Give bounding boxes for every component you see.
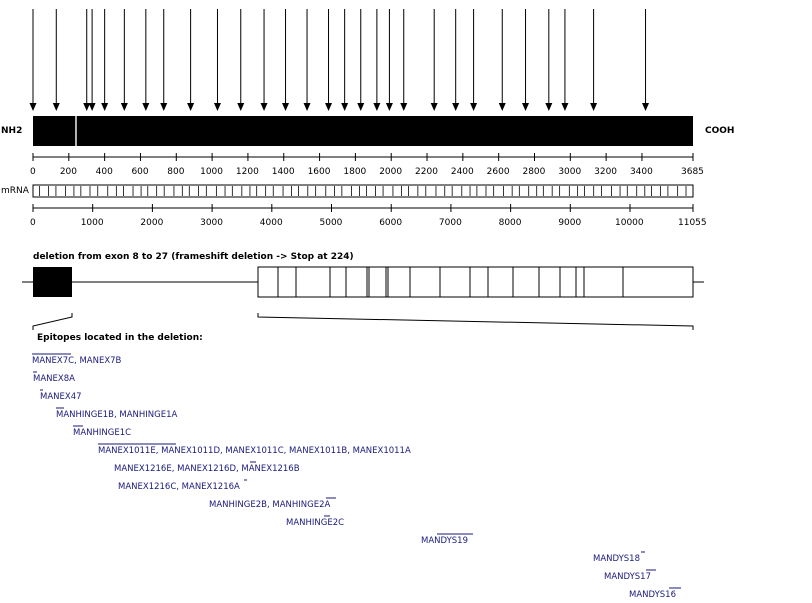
epitope-label: MANHINGE2B, MANHINGE2A (209, 500, 331, 510)
protein-tick-label: 2800 (522, 167, 546, 177)
arrow-head (53, 103, 60, 111)
mrna-tick-label: 5000 (319, 218, 343, 228)
protein-tick-label: 1400 (271, 167, 295, 177)
arrow-head (187, 103, 194, 111)
mrna-tick-label: 0 (30, 218, 36, 228)
protein-tick-label: 3685 (681, 167, 704, 177)
mrna-tick-label: 1000 (80, 218, 104, 228)
epitope-label: MANDYS17 (604, 572, 651, 582)
epitope-label: MANHINGE1B, MANHINGE1A (56, 410, 178, 420)
mrna-tick-label: 6000 (379, 218, 403, 228)
mrna-tick-label: 10000 (615, 218, 644, 228)
arrow-head (431, 103, 438, 111)
protein-tick-label: 1800 (343, 167, 367, 177)
epitope-label: MANEX47 (40, 392, 82, 402)
downstream-exons-box (258, 267, 693, 297)
arrow-head (452, 103, 459, 111)
protein-tick-label: 1600 (307, 167, 331, 177)
mrna-tick-label: 8000 (498, 218, 522, 228)
protein-tick-label: 600 (131, 167, 149, 177)
arrow-head (561, 103, 568, 111)
c-terminus-label: COOH (705, 126, 735, 136)
arrow-head (357, 103, 364, 111)
mrna-tick-label: 4000 (259, 218, 283, 228)
mrna-tick-label: 3000 (200, 218, 223, 228)
epitope-label: MANEX1011E, MANEX1011D, MANEX1011C, MANEX1011B, MANEX1011A (98, 446, 411, 456)
epitopes-heading: Epitopes located in the deletion: (37, 333, 203, 343)
arrow-head (400, 103, 407, 111)
protein-tick-label: 3200 (594, 167, 618, 177)
epitope-label: MANHINGE2C (286, 518, 345, 528)
arrow-head (261, 103, 268, 111)
zoom-guide-left (33, 313, 72, 330)
mrna-exon-bar (33, 185, 693, 197)
arrow-head (642, 103, 649, 111)
arrow-head (325, 103, 332, 111)
mrna-tick-label: 11055 (678, 218, 707, 228)
mrna-tick-label: 9000 (558, 218, 582, 228)
arrow-head (214, 103, 221, 111)
protein-tick-label: 1200 (235, 167, 259, 177)
epitope-label: MANDYS19 (421, 536, 468, 546)
protein-tick-label: 3400 (629, 167, 653, 177)
arrow-head (341, 103, 348, 111)
protein-tick-label: 2400 (450, 167, 474, 177)
epitope-label: MANDYS18 (593, 554, 640, 564)
arrow-head (522, 103, 529, 111)
arrow-head (373, 103, 380, 111)
zoom-guide-right (258, 313, 693, 330)
arrow-head (121, 103, 128, 111)
protein-tick-label: 2200 (415, 167, 438, 177)
arrow-head (386, 103, 393, 111)
epitope-label: MANEX8A (33, 374, 75, 384)
protein-tick-label: 200 (59, 167, 77, 177)
arrow-head (545, 103, 552, 111)
protein-tick-label: 2600 (486, 167, 510, 177)
epitope-label: MANEX1216E, MANEX1216D, MANEX1216B (114, 464, 300, 474)
arrow-head (101, 103, 108, 111)
epitope-label: MANEX7C, MANEX7B (32, 356, 122, 366)
n-terminus-label: NH2 (1, 126, 23, 136)
arrow-head (237, 103, 244, 111)
mrna-label: mRNA (1, 186, 29, 196)
arrow-head (89, 103, 96, 111)
retained-exons-box (33, 267, 72, 297)
protein-tick-label: 1000 (200, 167, 223, 177)
arrow-head (282, 103, 289, 111)
mrna-tick-label: 2000 (140, 218, 164, 228)
epitope-label: MANHINGE1C (73, 428, 132, 438)
arrow-head (160, 103, 167, 111)
protein-tick-label: 3000 (558, 167, 582, 177)
arrow-head (30, 103, 37, 111)
protein-tick-label: 2000 (379, 167, 403, 177)
arrow-head (304, 103, 311, 111)
epitope-label: MANEX1216C, MANEX1216A (118, 482, 240, 492)
mrna-tick-label: 7000 (438, 218, 462, 228)
deletion-title: deletion from exon 8 to 27 (frameshift deletion -> Stop at 224) (33, 252, 354, 262)
epitope-arrows (30, 9, 650, 111)
arrow-head (499, 103, 506, 111)
protein-tick-label: 400 (95, 167, 113, 177)
arrow-head (590, 103, 597, 111)
protein-tick-label: 800 (167, 167, 185, 177)
epitope-label: MANDYS16 (629, 590, 676, 600)
arrow-head (142, 103, 149, 111)
arrow-head (470, 103, 477, 111)
protein-tick-label: 0 (30, 167, 36, 177)
protein-bar (33, 116, 693, 146)
